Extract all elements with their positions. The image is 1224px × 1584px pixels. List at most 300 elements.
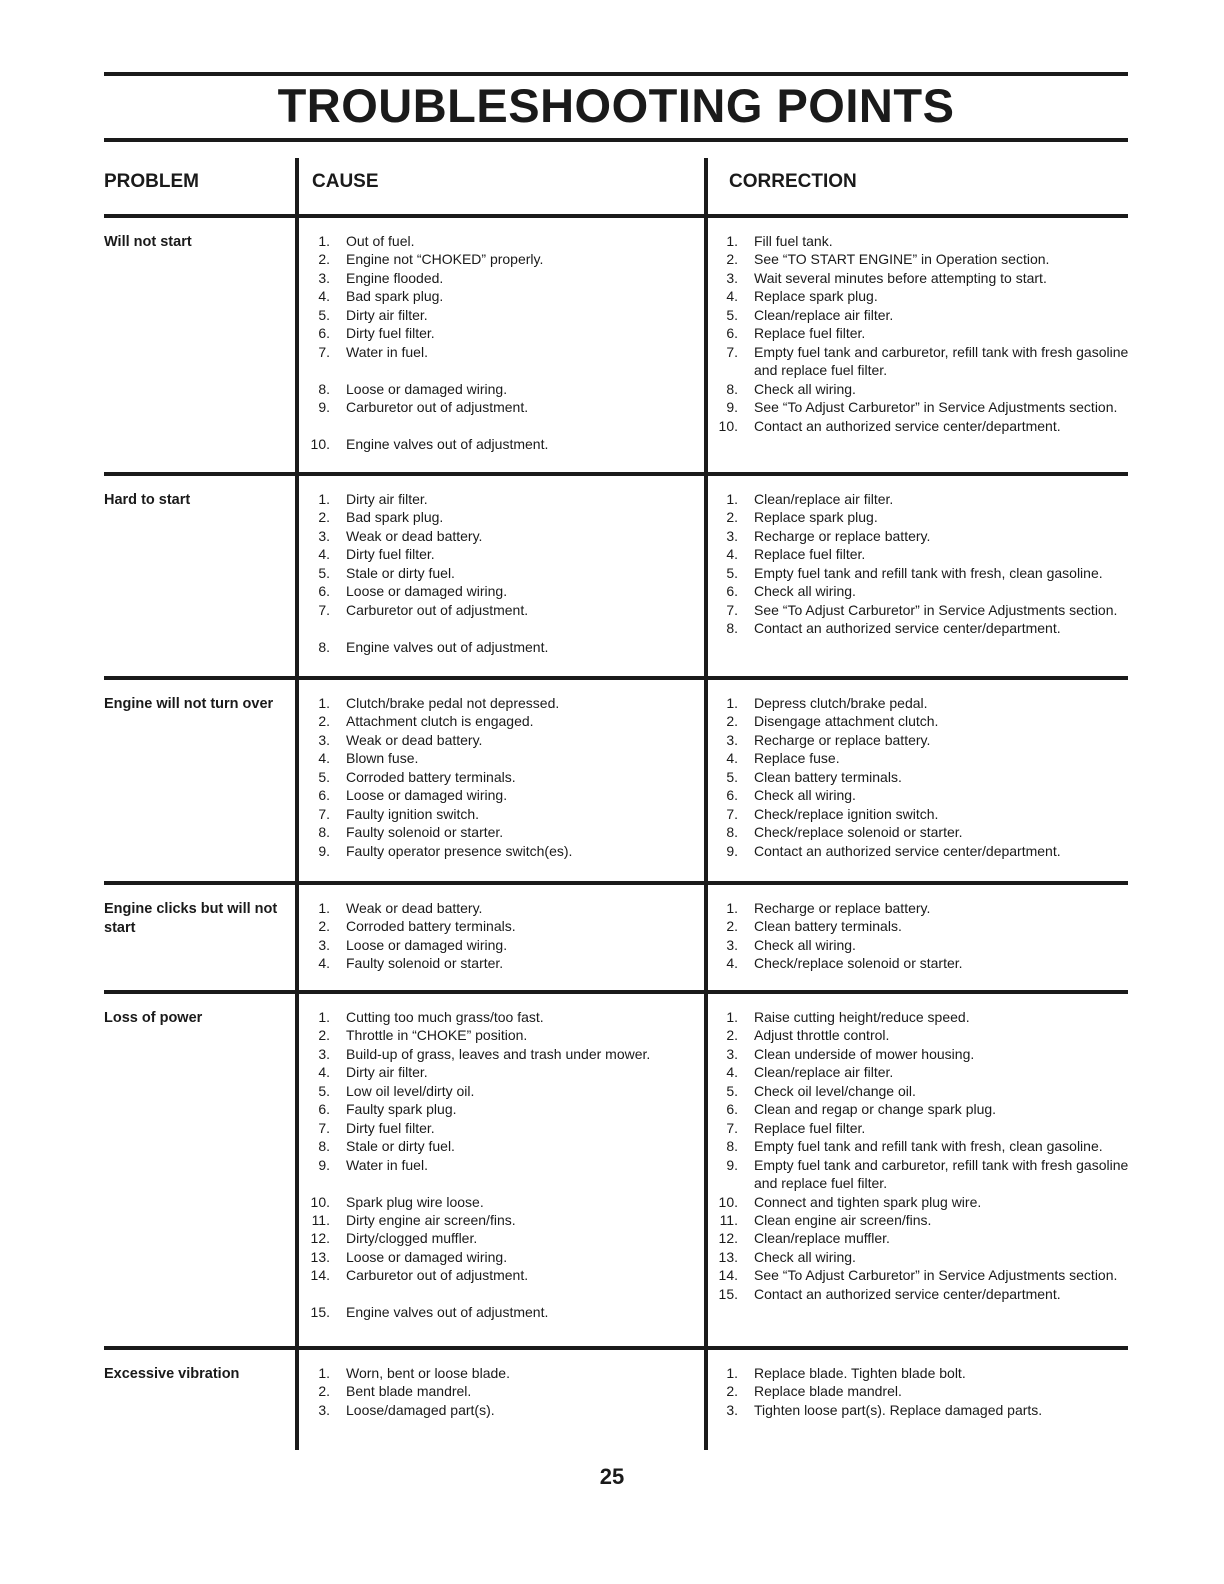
correction-item: [708, 1119, 1148, 1137]
section-rule: [104, 214, 1128, 218]
correction-text: Recharge or replace battery.: [754, 527, 931, 544]
cause-item: [300, 232, 700, 250]
cause-item: [300, 1382, 700, 1400]
correction-number: 11.: [719, 1211, 738, 1228]
correction-number: 9.: [726, 399, 738, 416]
cause-item: [300, 731, 700, 749]
correction-number: 7.: [726, 343, 738, 360]
cause-text: Loose or damaged wiring.: [346, 583, 508, 600]
correction-text: Wait several minutes before attempting to start.: [754, 269, 1047, 286]
correction-number: 5.: [726, 306, 738, 323]
cause-item: [300, 398, 700, 416]
cause-text: Cutting too much grass/too fast.: [346, 1009, 544, 1025]
cause-number: 3.: [318, 527, 330, 544]
cause-list: [300, 899, 700, 973]
correction-item: [708, 712, 1148, 730]
cause-number: 1.: [318, 491, 330, 507]
correction-number: 8.: [726, 620, 738, 637]
cause-item: [300, 1063, 700, 1081]
cause-number: 13.: [310, 1248, 330, 1265]
cause-number: 2.: [318, 509, 330, 526]
cause-item: [300, 768, 700, 786]
correction-number: 1.: [726, 1365, 738, 1381]
correction-item: [708, 786, 1148, 804]
cause-item: [300, 1156, 700, 1174]
cause-text: Faulty spark plug.: [346, 1101, 457, 1118]
correction-text: Replace spark plug.: [754, 288, 878, 305]
correction-text: Contact an authorized service center/department.: [754, 842, 1061, 859]
cause-number: 4.: [318, 750, 330, 767]
correction-text: Clean battery terminals.: [754, 918, 902, 935]
correction-text: See “To Adjust Carburetor” in Service Adjustments section.: [754, 399, 1118, 416]
correction-number: 4.: [726, 546, 738, 563]
correction-number: 7.: [726, 1119, 738, 1136]
correction-item: [708, 1063, 1148, 1081]
correction-text: Check all wiring.: [754, 583, 856, 600]
cause-number: 3.: [318, 1045, 330, 1062]
problem-label: Excessive vibration: [104, 1366, 240, 1382]
correction-number: 13.: [718, 1248, 738, 1265]
section-rule: [104, 990, 1128, 994]
cause-item: [300, 786, 700, 804]
correction-number: 6.: [726, 1101, 738, 1118]
cause-text: Dirty air filter.: [346, 1064, 428, 1081]
correction-number: 12.: [718, 1230, 738, 1247]
cause-text: Bent blade mandrel.: [346, 1383, 472, 1400]
problem-label: Engine will not turn over: [104, 696, 274, 712]
correction-text: Contact an authorized service center/department.: [754, 1285, 1061, 1302]
cause-item: [300, 1193, 700, 1211]
correction-number: 3.: [726, 1045, 738, 1062]
correction-item: [708, 694, 1148, 712]
cause-item: [300, 1119, 700, 1137]
cause-item: [300, 899, 700, 917]
correction-text: Recharge or replace battery.: [754, 900, 931, 916]
cause-list: [300, 694, 700, 860]
cause-text: Low oil level/dirty oil.: [346, 1082, 475, 1099]
cause-number: 8.: [318, 380, 330, 397]
cause-number: 7.: [318, 343, 330, 360]
cause-text: Engine valves out of adjustment.: [346, 1304, 549, 1321]
cause-number: 6.: [318, 325, 330, 342]
cause-item: [300, 1137, 700, 1155]
cause-item: [300, 601, 700, 619]
correction-text: Check all wiring.: [754, 1248, 856, 1265]
correction-number: 5.: [726, 1082, 738, 1099]
correction-text: See “To Adjust Carburetor” in Service Adjustments section.: [754, 1267, 1118, 1284]
cause-text: Build-up of grass, leaves and trash under mower.: [346, 1045, 651, 1062]
correction-text: Replace fuel filter.: [754, 325, 866, 342]
cause-item: [300, 545, 700, 563]
correction-item: [708, 1045, 1148, 1063]
correction-number: 3.: [726, 1401, 738, 1418]
correction-item: [708, 917, 1148, 935]
correction-number: 8.: [726, 824, 738, 841]
cause-text: Attachment clutch is engaged.: [346, 713, 534, 730]
correction-list: [708, 1008, 1148, 1303]
correction-item: [708, 954, 1148, 972]
correction-item: [708, 417, 1148, 435]
cause-number: 4.: [318, 546, 330, 563]
cause-number: 7.: [318, 805, 330, 822]
correction-text: Empty fuel tank and carburetor, refill tank with fresh gasoline and replace fuel filter.: [754, 343, 1129, 379]
cause-text: Weak or dead battery.: [346, 900, 483, 916]
cause-number: 2.: [318, 713, 330, 730]
cause-number: 8.: [318, 824, 330, 841]
correction-item: [708, 1211, 1148, 1229]
cause-item: [300, 954, 700, 972]
cause-item: [300, 1100, 700, 1118]
correction-number: 2.: [726, 713, 738, 730]
cause-text: Dirty fuel filter.: [346, 325, 435, 342]
correction-item: [708, 805, 1148, 823]
cause-text: Water in fuel.: [346, 343, 428, 360]
correction-text: Replace spark plug.: [754, 509, 878, 526]
cause-number: 4.: [318, 288, 330, 305]
cause-item: [300, 712, 700, 730]
cause-number: 2.: [318, 1027, 330, 1044]
correction-item: [708, 1382, 1148, 1400]
correction-item: [708, 269, 1148, 287]
correction-text: Check all wiring.: [754, 380, 856, 397]
page-number: 25: [599, 1464, 625, 1489]
cause-number: 1.: [318, 233, 330, 249]
correction-item: [708, 601, 1148, 619]
cause-number: 3.: [318, 269, 330, 286]
correction-text: Clean engine air screen/fins.: [754, 1211, 932, 1228]
correction-text: Check/replace solenoid or starter.: [754, 824, 963, 841]
correction-item: [708, 343, 1148, 380]
correction-item: [708, 232, 1148, 250]
correction-text: See “TO START ENGINE” in Operation section.: [754, 251, 1050, 268]
correction-list: [708, 1364, 1148, 1419]
cause-number: 4.: [318, 955, 330, 972]
correction-text: Tighten loose part(s). Replace damaged parts.: [754, 1401, 1043, 1418]
correction-list: [708, 490, 1148, 638]
cause-text: Dirty/clogged muffler.: [346, 1230, 478, 1247]
cause-number: 5.: [318, 1082, 330, 1099]
cause-item: [300, 936, 700, 954]
correction-number: 6.: [726, 787, 738, 804]
cause-text: Engine flooded.: [346, 269, 444, 286]
cause-number: 2.: [318, 918, 330, 935]
correction-item: [708, 731, 1148, 749]
correction-number: 2.: [726, 1027, 738, 1044]
cause-text: Dirty air filter.: [346, 306, 428, 323]
cause-number: 1.: [318, 900, 330, 916]
cause-text: Carburetor out of adjustment.: [346, 1267, 529, 1284]
cause-number: 3.: [318, 1401, 330, 1418]
cause-item: [300, 250, 700, 268]
correction-item: [708, 1285, 1148, 1303]
cause-text: Throttle in “CHOKE” position.: [346, 1027, 528, 1044]
correction-text: Check/replace solenoid or starter.: [754, 955, 963, 972]
correction-number: 2.: [726, 918, 738, 935]
correction-number: 1.: [726, 233, 738, 249]
correction-text: Check all wiring.: [754, 787, 856, 804]
cause-text: Faulty ignition switch.: [346, 805, 480, 822]
correction-item: [708, 324, 1148, 342]
correction-number: 6.: [726, 583, 738, 600]
correction-item: [708, 619, 1148, 637]
cause-item: [300, 749, 700, 767]
cause-item: [300, 823, 700, 841]
correction-item: [708, 398, 1148, 416]
correction-item: [708, 1266, 1148, 1284]
correction-text: Clean/replace air filter.: [754, 491, 894, 507]
correction-number: 4.: [726, 1064, 738, 1081]
cause-number: 7.: [318, 1119, 330, 1136]
correction-item: [708, 1193, 1148, 1211]
section-rule: [104, 881, 1128, 885]
correction-text: Clean/replace air filter.: [754, 1064, 894, 1081]
cause-text: Carburetor out of adjustment.: [346, 601, 529, 618]
cause-item: [300, 564, 700, 582]
correction-number: 4.: [726, 288, 738, 305]
cause-text: Water in fuel.: [346, 1156, 428, 1173]
correction-item: [708, 545, 1148, 563]
cause-number: 2.: [318, 1383, 330, 1400]
cause-text: Clutch/brake pedal not depressed.: [346, 695, 560, 711]
section-rule: [104, 676, 1128, 680]
cause-item: [300, 1266, 700, 1284]
correction-item: [708, 1229, 1148, 1247]
cause-number: 11.: [311, 1211, 330, 1228]
cause-text: Engine valves out of adjustment.: [346, 638, 549, 655]
correction-number: 2.: [726, 1383, 738, 1400]
cause-number: 1.: [318, 1009, 330, 1025]
cause-number: 2.: [318, 251, 330, 268]
correction-text: Clean battery terminals.: [754, 768, 902, 785]
correction-item: [708, 899, 1148, 917]
cause-number: 6.: [318, 1101, 330, 1118]
cause-text: Corroded battery terminals.: [346, 918, 516, 935]
correction-item: [708, 1008, 1148, 1026]
cause-item: [300, 508, 700, 526]
correction-item: [708, 250, 1148, 268]
correction-item: [708, 1364, 1148, 1382]
cause-text: Engine valves out of adjustment.: [346, 435, 549, 452]
problem-label: Engine clicks but will not start: [104, 901, 278, 936]
correction-text: Disengage attachment clutch.: [754, 713, 939, 730]
cause-text: Blown fuse.: [346, 750, 419, 767]
correction-item: [708, 1137, 1148, 1155]
correction-text: Depress clutch/brake pedal.: [754, 695, 928, 711]
cause-text: Faulty solenoid or starter.: [346, 824, 504, 841]
cause-text: Loose or damaged wiring.: [346, 936, 508, 953]
cause-number: 5.: [318, 768, 330, 785]
correction-text: Empty fuel tank and refill tank with fresh, clean gasoline.: [754, 1138, 1103, 1155]
correction-item: [708, 768, 1148, 786]
correction-item: [708, 564, 1148, 582]
cause-number: 5.: [318, 564, 330, 581]
cause-text: Engine not “CHOKED” properly.: [346, 251, 544, 268]
cause-item: [300, 380, 700, 398]
cause-item: [300, 1082, 700, 1100]
correction-text: Empty fuel tank and refill tank with fresh, clean gasoline.: [754, 564, 1103, 581]
correction-item: [708, 823, 1148, 841]
cause-item: [300, 435, 700, 453]
correction-text: Empty fuel tank and carburetor, refill tank with fresh gasoline and replace fuel filter.: [754, 1156, 1129, 1192]
correction-text: Contact an authorized service center/department.: [754, 620, 1061, 637]
cause-item: [300, 805, 700, 823]
correction-number: 4.: [726, 955, 738, 972]
correction-number: 10.: [718, 1193, 738, 1210]
correction-number: 5.: [726, 564, 738, 581]
correction-item: [708, 508, 1148, 526]
correction-number: 2.: [726, 509, 738, 526]
correction-text: Check/replace ignition switch.: [754, 805, 939, 822]
problem-label: Hard to start: [104, 492, 191, 508]
correction-text: Raise cutting height/reduce speed.: [754, 1009, 970, 1025]
correction-item: [708, 936, 1148, 954]
correction-number: 4.: [726, 750, 738, 767]
correction-item: [708, 380, 1148, 398]
cause-number: 7.: [318, 601, 330, 618]
cause-text: Weak or dead battery.: [346, 731, 483, 748]
correction-item: [708, 842, 1148, 860]
cause-item: [300, 694, 700, 712]
cause-number: 3.: [318, 731, 330, 748]
correction-number: 7.: [726, 805, 738, 822]
cause-item: [300, 582, 700, 600]
correction-text: Check all wiring.: [754, 936, 856, 953]
cause-number: 12.: [310, 1230, 330, 1247]
correction-text: Clean and regap or change spark plug.: [754, 1101, 997, 1118]
correction-text: Clean underside of mower housing.: [754, 1045, 975, 1062]
correction-text: Check oil level/change oil.: [754, 1082, 916, 1099]
cause-item: [300, 269, 700, 287]
cause-text: Bad spark plug.: [346, 288, 444, 305]
page-title: TROUBLESHOOTING POINTS: [277, 79, 955, 132]
problem-label: Loss of power: [104, 1010, 203, 1026]
correction-item: [708, 1248, 1148, 1266]
correction-text: Replace fuel filter.: [754, 546, 866, 563]
correction-number: 9.: [726, 1156, 738, 1173]
cause-text: Corroded battery terminals.: [346, 768, 516, 785]
cause-item: [300, 1229, 700, 1247]
correction-number: 10.: [718, 417, 738, 434]
correction-item: [708, 1401, 1148, 1419]
cause-item: [300, 638, 700, 656]
correction-item: [708, 306, 1148, 324]
correction-text: Recharge or replace battery.: [754, 731, 931, 748]
correction-list: [708, 694, 1148, 860]
cause-text: Faulty operator presence switch(es).: [346, 842, 573, 859]
cause-number: 3.: [318, 936, 330, 953]
correction-number: 8.: [726, 1138, 738, 1155]
cause-item: [300, 842, 700, 860]
correction-text: Replace fuse.: [754, 750, 840, 767]
correction-number: 5.: [726, 768, 738, 785]
correction-number: 6.: [726, 325, 738, 342]
cause-number: 8.: [318, 638, 330, 655]
cause-text: Faulty solenoid or starter.: [346, 955, 504, 972]
cause-text: Out of fuel.: [346, 233, 415, 249]
cause-number: 1.: [318, 1365, 330, 1381]
section-rule: [104, 472, 1128, 476]
correction-item: [708, 1100, 1148, 1118]
cause-item: [300, 1248, 700, 1266]
correction-text: Replace blade. Tighten blade bolt.: [754, 1365, 966, 1381]
section-rule: [104, 1346, 1128, 1350]
correction-number: 8.: [726, 380, 738, 397]
cause-item: [300, 1401, 700, 1419]
cause-item: [300, 1303, 700, 1321]
cause-text: Stale or dirty fuel.: [346, 1138, 455, 1155]
cause-item: [300, 287, 700, 305]
correction-number: 3.: [726, 936, 738, 953]
cause-text: Loose/damaged part(s).: [346, 1401, 495, 1418]
cause-text: Bad spark plug.: [346, 509, 444, 526]
correction-item: [708, 490, 1148, 508]
cause-item: [300, 1211, 700, 1229]
correction-number: 14.: [718, 1267, 738, 1284]
correction-item: [708, 287, 1148, 305]
cause-item: [300, 306, 700, 324]
correction-item: [708, 1082, 1148, 1100]
problem-label: Will not start: [104, 234, 192, 250]
cause-item: [300, 1364, 700, 1382]
cause-text: Worn, bent or loose blade.: [346, 1365, 510, 1381]
correction-text: Connect and tighten spark plug wire.: [754, 1193, 982, 1210]
cause-number: 4.: [318, 1064, 330, 1081]
cause-number: 1.: [318, 695, 330, 711]
cause-text: Dirty fuel filter.: [346, 546, 435, 563]
cause-list: [300, 232, 700, 453]
correction-list: [708, 232, 1148, 435]
cause-item: [300, 324, 700, 342]
correction-number: 3.: [726, 527, 738, 544]
correction-number: 1.: [726, 491, 738, 507]
cause-number: 6.: [318, 787, 330, 804]
cause-number: 14.: [310, 1267, 330, 1284]
cause-text: Loose or damaged wiring.: [346, 1248, 508, 1265]
cause-list: [300, 1008, 700, 1322]
column-header-problem: PROBLEM: [104, 171, 199, 192]
correction-text: Replace fuel filter.: [754, 1119, 866, 1136]
correction-text: Replace blade mandrel.: [754, 1383, 902, 1400]
column-header-correction: CORRECTION: [729, 171, 857, 192]
cause-item: [300, 917, 700, 935]
correction-list: [708, 899, 1148, 973]
cause-text: Weak or dead battery.: [346, 527, 483, 544]
cause-text: Loose or damaged wiring.: [346, 380, 508, 397]
correction-item: [708, 527, 1148, 545]
correction-text: Clean/replace air filter.: [754, 306, 894, 323]
cause-list: [300, 490, 700, 656]
correction-text: Clean/replace muffler.: [754, 1230, 890, 1247]
cause-text: Dirty fuel filter.: [346, 1119, 435, 1136]
column-header-cause: CAUSE: [312, 171, 379, 192]
cause-item: [300, 527, 700, 545]
cause-list: [300, 1364, 700, 1419]
cause-number: 6.: [318, 583, 330, 600]
correction-number: 1.: [726, 1009, 738, 1025]
cause-item: [300, 1045, 700, 1063]
correction-number: 1.: [726, 900, 738, 916]
cause-number: 15.: [310, 1304, 330, 1321]
cause-number: 9.: [318, 399, 330, 416]
correction-number: 1.: [726, 695, 738, 711]
correction-number: 9.: [726, 842, 738, 859]
correction-number: 3.: [726, 731, 738, 748]
cause-number: 8.: [318, 1138, 330, 1155]
cause-text: Stale or dirty fuel.: [346, 564, 455, 581]
correction-item: [708, 749, 1148, 767]
correction-number: 3.: [726, 269, 738, 286]
cause-item: [300, 343, 700, 361]
